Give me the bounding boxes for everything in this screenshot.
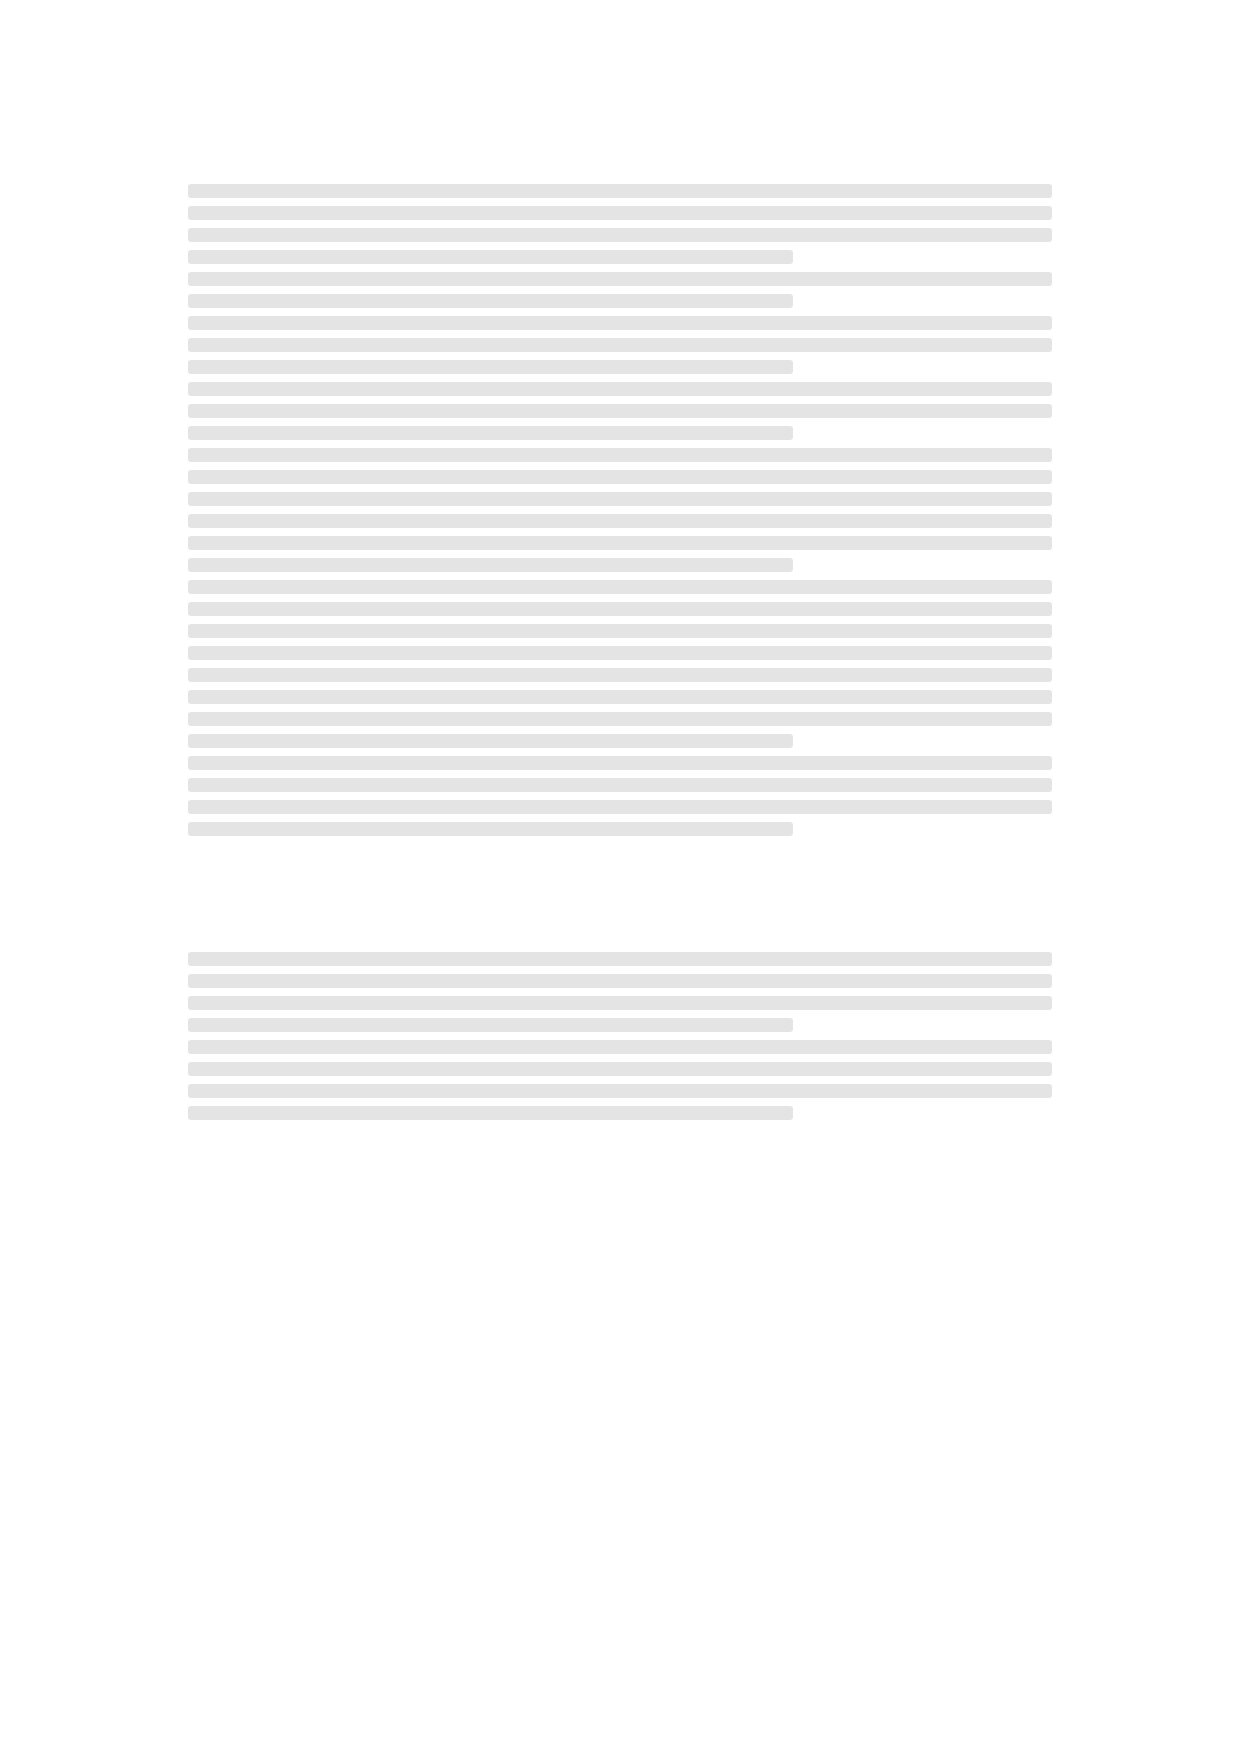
text-line-placeholder [188, 184, 1052, 198]
text-line-placeholder [188, 558, 793, 572]
paragraph [188, 1040, 1052, 1120]
text-line-placeholder [188, 404, 1052, 418]
text-line-placeholder [188, 690, 1052, 704]
text-line-placeholder [188, 800, 1052, 814]
text-line-placeholder [188, 1062, 1052, 1076]
text-line-placeholder [188, 536, 1052, 550]
section-2 [188, 918, 1052, 1120]
text-line-placeholder [188, 250, 793, 264]
text-line-placeholder [188, 778, 1052, 792]
text-line-placeholder [188, 470, 1052, 484]
text-line-placeholder [188, 338, 1052, 352]
paragraph [188, 580, 1052, 748]
text-line-placeholder [188, 668, 1052, 682]
text-line-placeholder [188, 360, 793, 374]
text-line-placeholder [188, 1018, 793, 1032]
paragraph [188, 316, 1052, 374]
text-line-placeholder [188, 1040, 1052, 1054]
text-line-placeholder [188, 646, 1052, 660]
paragraph [188, 756, 1052, 836]
text-line-placeholder [188, 822, 793, 836]
section-heading [188, 150, 1052, 176]
section-gap [188, 840, 1052, 918]
text-line-placeholder [188, 448, 1052, 462]
text-line-placeholder [188, 492, 1052, 506]
section-heading [188, 918, 1052, 944]
text-line-placeholder [188, 1084, 1052, 1098]
paragraph [188, 184, 1052, 264]
paragraph [188, 448, 1052, 572]
text-line-placeholder [188, 974, 1052, 988]
text-line-placeholder [188, 272, 1052, 286]
text-line-placeholder [188, 712, 1052, 726]
text-line-placeholder [188, 996, 1052, 1010]
text-line-placeholder [188, 734, 793, 748]
section-body [188, 952, 1052, 1120]
section-body [188, 184, 1052, 836]
text-line-placeholder [188, 228, 1052, 242]
text-line-placeholder [188, 624, 1052, 638]
text-line-placeholder [188, 602, 1052, 616]
text-line-placeholder [188, 382, 1052, 396]
text-line-placeholder [188, 514, 1052, 528]
section-1 [188, 150, 1052, 836]
paragraph [188, 382, 1052, 440]
text-line-placeholder [188, 426, 793, 440]
document-page [188, 150, 1052, 1124]
paragraph [188, 272, 1052, 308]
text-line-placeholder [188, 580, 1052, 594]
text-line-placeholder [188, 952, 1052, 966]
paragraph [188, 952, 1052, 1032]
text-line-placeholder [188, 756, 1052, 770]
text-line-placeholder [188, 1106, 793, 1120]
text-line-placeholder [188, 206, 1052, 220]
text-line-placeholder [188, 294, 793, 308]
text-line-placeholder [188, 316, 1052, 330]
